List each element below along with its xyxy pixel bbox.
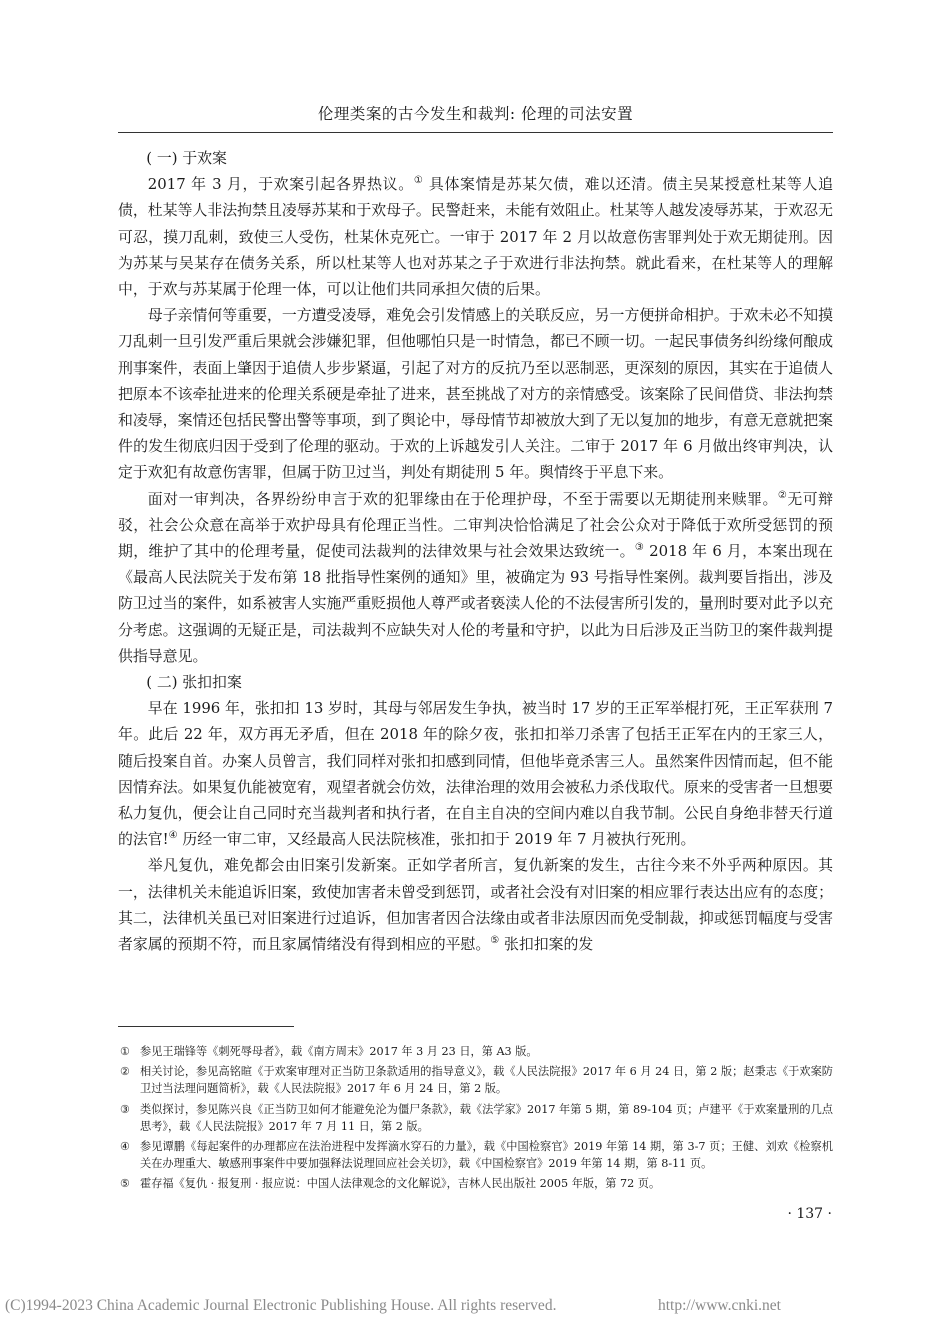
section-heading: ( 一) 于欢案 <box>146 149 227 167</box>
running-head: 伦理类案的古今发生和裁判: 伦理的司法安置 <box>317 105 634 123</box>
footnote-text: 参见王瑞锋等《刺死辱母者》，载《南方周末》2017 年 3 月 23 日，第 A3 版。 <box>140 1045 538 1058</box>
footnote-mark: ③ <box>120 1102 131 1116</box>
body-paragraph <box>118 302 833 485</box>
footnote-text: 参见谭鹏《每起案件的办理都应在法治进程中发挥滴水穿石的力量》，载《中国检察官》2019 年第 14 期，第 3-7 页；王健、刘欢《检察机关在办理重大、敏感刑事案件中要加强释法说理回应社会关切》，载《中国检察官》2019 年第 14 期，第 8-11 页。 <box>140 1140 833 1171</box>
footnote-reference[interactable]: ② <box>777 489 788 501</box>
paragraph-text: 早在 1996 年，张扣扣 13 岁时，其母与邻居发生争执，被当时 17 岁的王正军举棍打死，王正军获刑 7 年。此后 22 年，双方再无矛盾，但在 2018 年的除夕夜，张扣扣举刀杀害了包括王正军在内的王家三人，随后投案自首。办案人员曾言，我们同样对张扣扣感到同情，但他毕竟杀害三人。虽然案件因情而起，但不能因情弃法。如果复仇能被宽宥，观望者就会仿效，法律治理的效用会被私力杀伐取代。原来的受害者一旦想要私力复仇，便会让自己同时充当裁判者和执行者，在自主自决的空间内难以自我节制。公民自身绝非替天行道的法官! <box>118 699 833 849</box>
footnote-text: 霍存福《复仇 · 报复刑 · 报应说：中国人法律观念的文化解说》，吉林人民出版社 2005 年版，第 72 页。 <box>140 1177 661 1191</box>
paragraph-text: 2017 年 3 月，于欢案引起各界热议。 <box>147 175 414 194</box>
body-paragraph <box>118 486 833 669</box>
footnote-text: 类似探讨，参见陈兴良《正当防卫如何才能避免沦为僵尸条款》，载《法学家》2017 年第 5 期，第 89-104 页；卢建平《于欢案量刑的几点思考》，载《人民法院报》2017 年 7 月 11 日，第 2 版。 <box>140 1102 833 1133</box>
footnote-mark: ① <box>120 1045 131 1058</box>
body-paragraph <box>118 852 833 957</box>
paragraph-text: 历经一审二审，又经最高人民法院核准，张扣扣于 2019 年 7 月被执行死刑。 <box>177 830 696 849</box>
paragraph-text: 2018 年 6 月，本案出现在《最高人民法院关于发布第 18 批指导性案例的通知》里，被确定为 93 号指导性案例。裁判要旨指出，涉及防卫过当的案件，如系被害人实施严重贬损他人尊严或者亵渎人伦的不法侵害所引发的，量刑时要对此予以充分考虑。这强调的无疑正是，司法裁判不应缺失对人伦的考量和守护，以此为日后涉及正当防卫的案件裁判提供指导意见。 <box>118 542 833 665</box>
cnki-link[interactable]: http://www.cnki.net <box>658 1297 781 1314</box>
page-number: · 137 · <box>787 1206 832 1222</box>
footnotes <box>118 1043 833 1196</box>
footnote-reference[interactable]: ④ <box>168 830 178 842</box>
paragraph-text: 举凡复仇，难免都会由旧案引发新案。正如学者所言，复仇新案的发生，古往今来不外乎两种原因。其一，法律机关未能追诉旧案，致使加害者未曾受到惩罚，或者社会没有对旧案的相应罪行表达出应有的态度；其二，法律机关虽已对旧案进行过追诉，但加害者因合法缘由或者非法原因而免受制裁，抑或惩罚幅度与受害者家属的预期不符，而且家属情绪没有得到相应的平慰。 <box>118 856 833 954</box>
footnote-item <box>118 1043 833 1060</box>
header-divider <box>118 132 833 133</box>
footnote-reference[interactable]: ① <box>413 175 424 187</box>
copyright-notice: (C)1994-2023 China Academic Journal Electronic Publishing House. All rights reserved. <box>5 1297 557 1314</box>
footnote-mark: ② <box>120 1065 131 1079</box>
footnote-item <box>118 1175 833 1192</box>
body-paragraph <box>118 171 833 302</box>
footnote-reference[interactable]: ③ <box>634 542 645 554</box>
paragraph-text: 面对一审判决，各界纷纷申言于欢的犯罪缘由在于伦理护母，不至于需要以无期徒刑来赎罪。 <box>147 489 778 508</box>
paragraph-text: 具体案情是苏某欠债，难以还清。债主吴某授意杜某等人追债，杜某等人非法拘禁且凌辱苏某和于欢母子。民警赶来，未能有效阻止。杜某等人越发凌辱苏某，于欢忍无可忍，摸刀乱刺，致使三人受伤，杜某休克死亡。一审于 2017 年 2 月以故意伤害罪判处于欢无期徒刑。因为苏某与吴某存在债务关系，所以杜某等人也对苏某之子于欢进行非法拘禁。就此看来，在杜某等人的理解中，于欢与苏某属于伦理一体，可以让他们共同承担欠债的后果。 <box>118 175 833 299</box>
footnote-reference[interactable]: ⑤ <box>490 935 500 947</box>
footnote-item <box>118 1138 833 1172</box>
article-body <box>118 145 833 957</box>
footnote-mark: ⑤ <box>120 1177 131 1191</box>
footnote-divider <box>118 1026 294 1027</box>
section-heading: ( 二) 张扣扣案 <box>146 673 242 692</box>
paragraph-text: 张扣扣案的发 <box>499 935 594 954</box>
paragraph-text: 母子亲情何等重要，一方遭受凌辱，难免会引发情感上的关联反应，另一方便拼命相护。于欢未必不知摸刀乱刺一旦引发严重后果就会涉嫌犯罪，但他哪怕只是一时情急，都已不顾一切。一起民事债务纠纷缘何酿成刑事案件，表面上肇因于追债人步步紧逼，引起了对方的反抗乃至以恶制恶，更深刻的原因，其实在于追债人把原本不该牵扯进来的伦理关系硬是牵扯了进来，甚至挑战了对方的亲情感受。该案除了民间借贷、非法拘禁和凌辱，案情还包括民警出警等事项，到了舆论中，辱母情节却被放大到了无以复加的地步，有意无意就把案件的发生彻底归因于受到了伦理的驱动。于欢的上诉越发引人关注。二审于 2017 年 6 月做出终审判决，认定于欢犯有故意伤害罪，但属于防卫过当，判处有期徒刑 5 年。舆情终于平息下来。 <box>118 306 833 482</box>
footnote-text: 相关讨论，参见高铭暄《于欢案审理对正当防卫条款适用的指导意义》，载《人民法院报》2017 年 6 月 24 日，第 2 版；赵秉志《于欢案防卫过当法理问题简析》，载《人民法院报》2017 年 6 月 24 日，第 2 版。 <box>140 1065 833 1096</box>
paragraph-text: 无可辩驳，社会公众意在高举于欢护母具有伦理正当性。二审判决恰恰满足了社会公众对于降低于欢所受惩罚的预期，维护了其中的伦理考量，促使司法裁判的法律效果与社会效果达致统一。 <box>118 489 833 561</box>
footnote-mark: ④ <box>120 1140 131 1154</box>
footnote-item <box>118 1063 833 1097</box>
footnote-item <box>118 1101 833 1135</box>
body-paragraph <box>118 695 833 852</box>
